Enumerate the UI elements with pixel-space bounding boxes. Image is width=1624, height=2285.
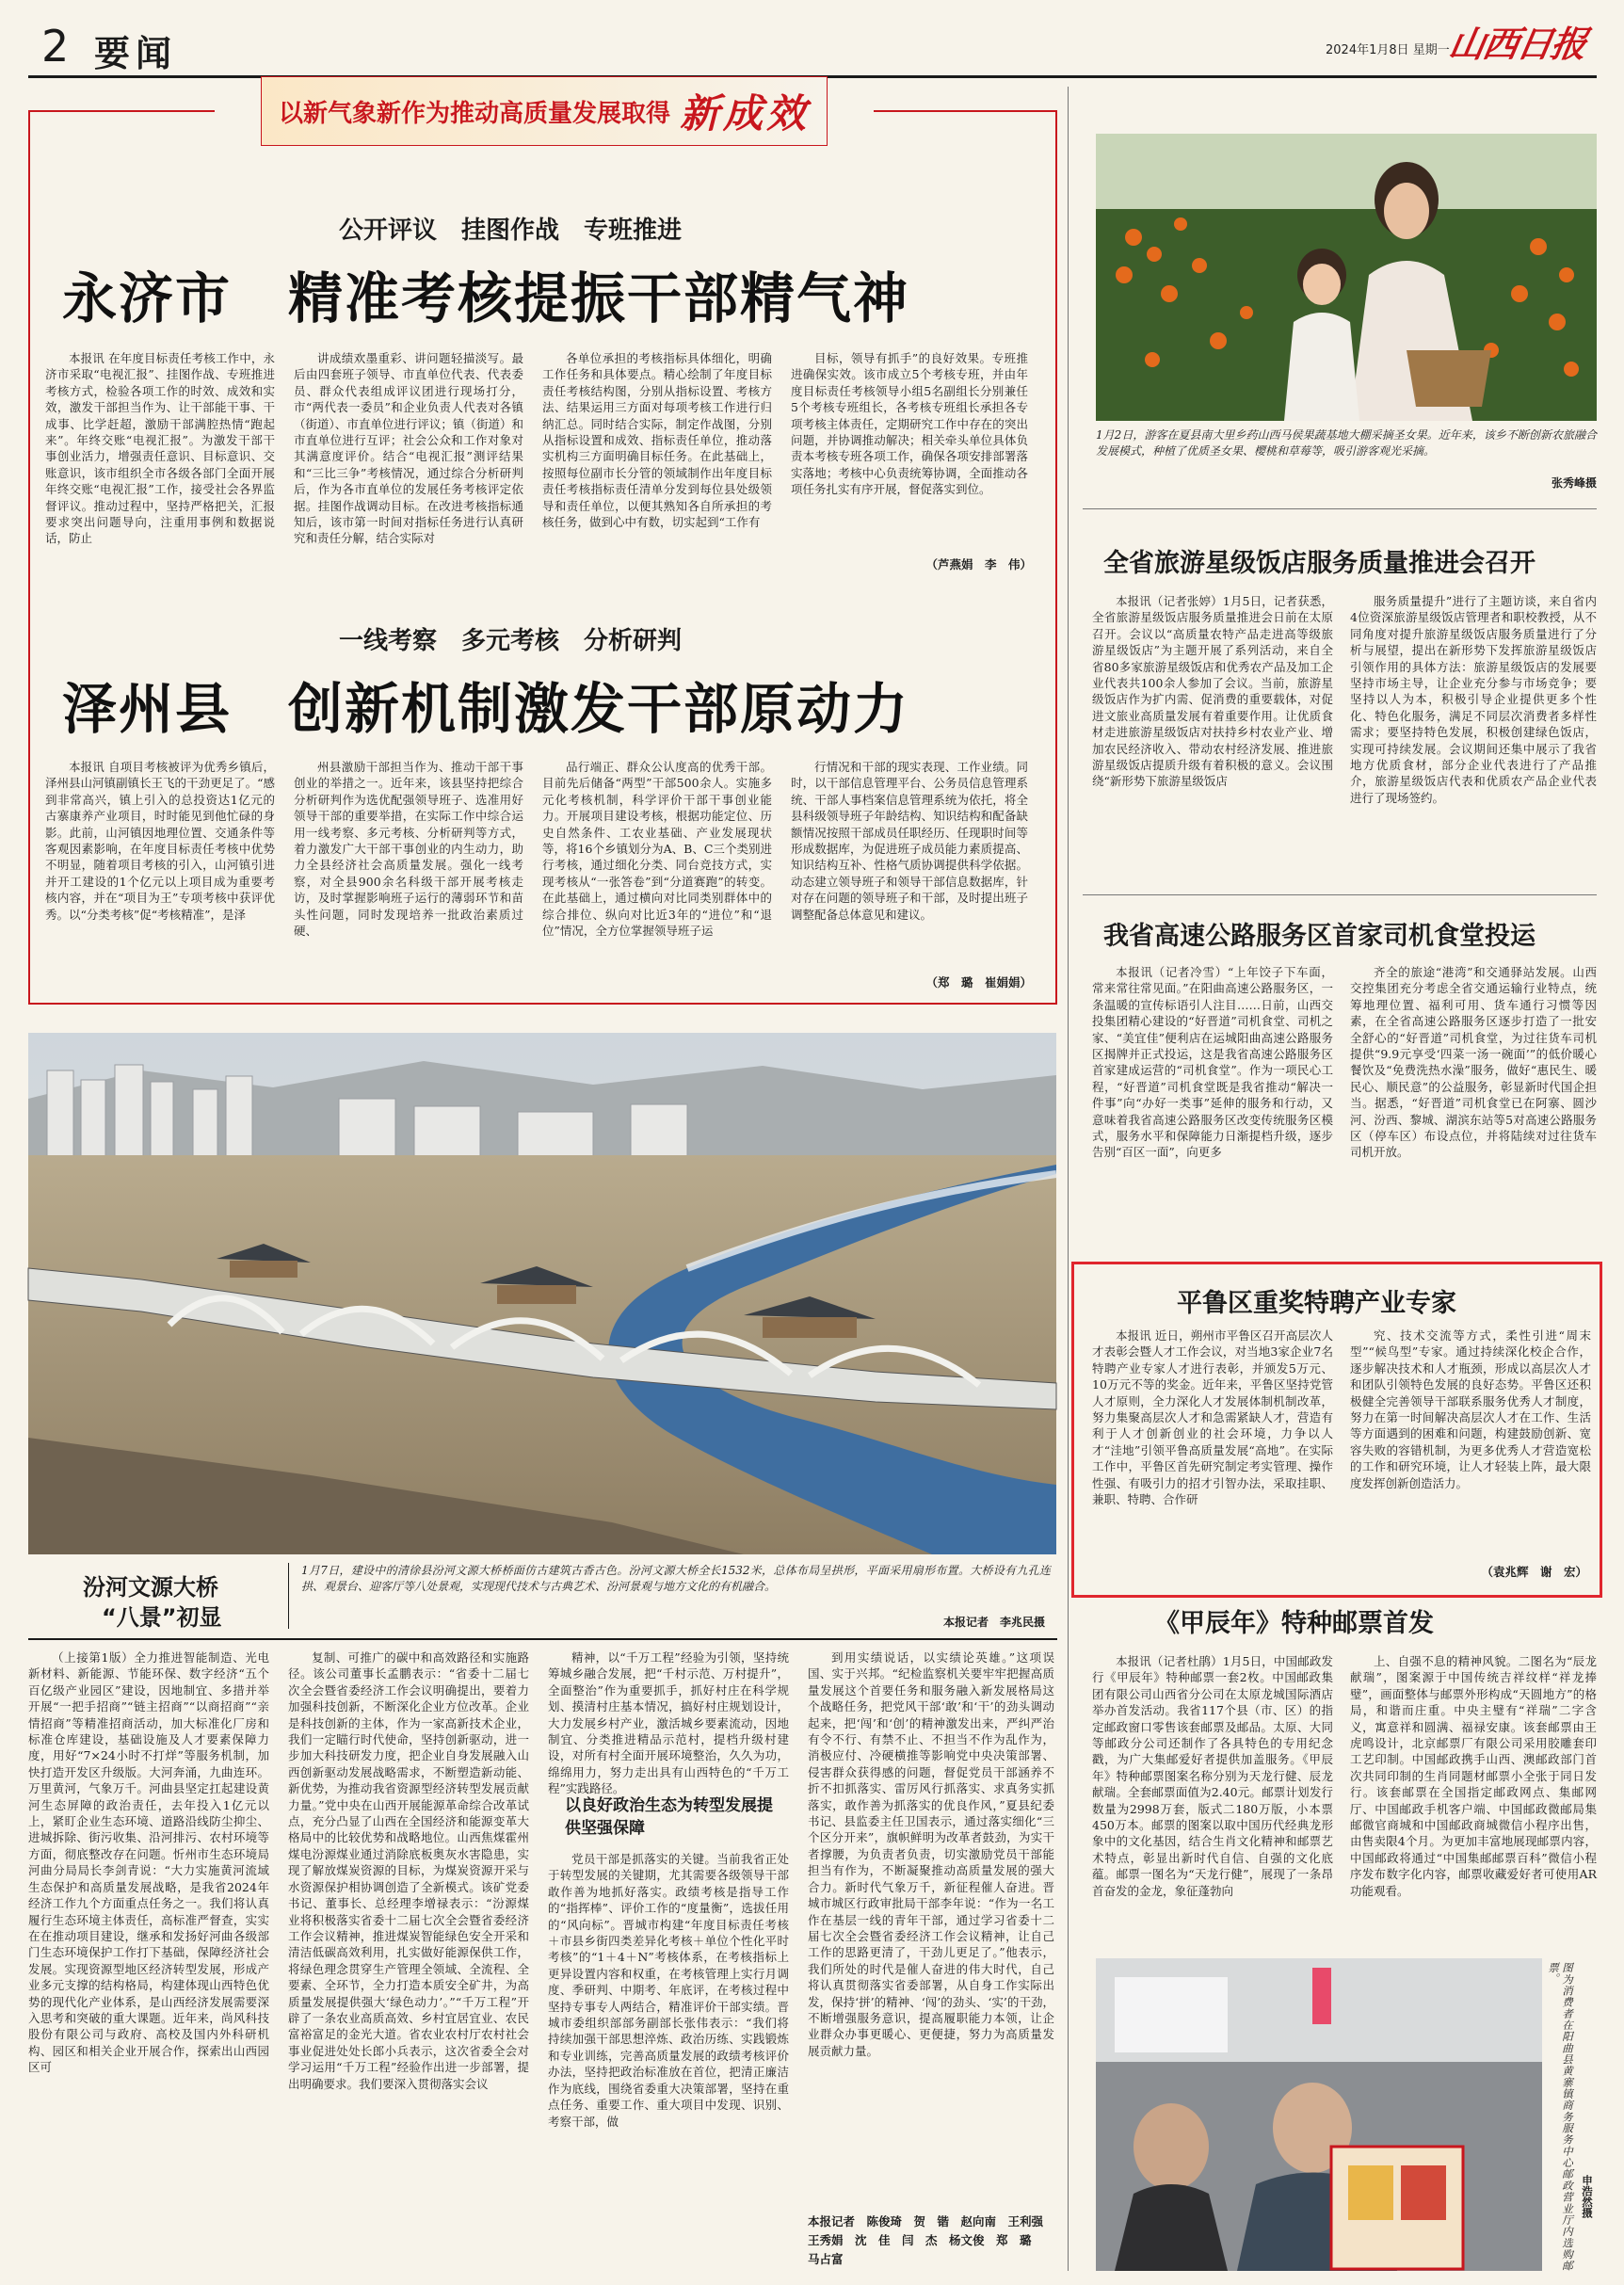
yongji-subtitle: 公开评议 挂图作战 专班推进 [339,217,683,245]
pinglu-col-2: 究、技术交流等方式，柔性引进“周末型”“候鸟型”专家。通过持续深化校企合作，逐步解决技术和人才瓶颈，形成以高层次人才和团队引领特色发展的良好态势。平鲁区还积极健全完善领导干部联系服务优秀人才制度，努力在第一时间解决高层次人才在工作、生活等方面遇到的困难和问题，构建鼓励创新、宽容失败的容错机制，为更多优秀人才营造宽松的工作和研究环境，让人才轻装上阵，最大限度发挥创新创造活力。 [1350,1328,1591,1490]
pinglu-byline: （袁兆辉 谢 宏） [1481,1565,1587,1579]
zezhou-col-1: 本报讯 自项目考核被评为优秀乡镇后，泽州县山河镇副镇长王飞的干劲更足了。“感到非常高兴，镇上引入的总投资达1亿元的古寨康养产业项目，时时能见到他忙碌的身影。此前，山河镇因地理位置、交通条件等客观因素影响，在年度目标责任考核中优势不明显，随着项目考核的引入，山河镇引进并开工建设的1个亿元以上项目成为重要考核内容，并在“项目为王”专项考核中获评优秀。以“分类考核”促“考核精准”，是泽 [45,760,275,922]
continued-reporters: 本报记者 陈俊琦 贺 锴 赵向南 王利强 王秀娟 沈 佳 闫 杰 杨文俊 郑 璐 马占富 [808,2214,1055,2266]
highway-col-2: 齐全的旅途“港湾”和交通驿站发展。山西交控集团充分考虑全省交通运输行业特点，统筹地理位置、福利可用、货车通行习惯等因素，在全省高速公路服务区逐步打造了一批安全舒心的“好晋道”司机食堂，为过往货车司机提供“9.9元享受‘四菜一汤一碗面’”的低价暖心餐饮及“免费洗热水澡”服务，做好“惠民生、暖民心、顺民意”的公益服务，彰显新时代国企担当。据悉，“好晋道”司机食堂已在阿寨、圆沙河、汾西、黎城、湖滨东站等5对高速公路服务区（停车区）布设点位，并将陆续对过往货车司机开放。 [1350,965,1597,1160]
stamp-col-1: 本报讯（记者杜鹃）1月5日，中国邮政发行《甲辰年》特种邮票一套2枚。中国邮政集团有限公司山西省分公司在太原龙城国际酒店举办首发活动。我省117个县（市、区）的指定邮政窗口零售该套邮票及邮品。太原、大同等邮政分公司还制作了各具特色的专用纪念戳，为广大集邮爱好者提供加盖服务。《甲辰年》特种邮票图案名称分别为天龙行健、辰龙献瑞。全套邮票面值为2.40元。邮票计划发行数量为2998万套，版式二180万版，小本票450万本。邮票的图案以取中国历代经典龙形象中的文化基因，结合生肖文化精神和邮票艺术特点，彰显出新时代自信、自强的文化底蕴。邮票一图名为“天龙行健”，展现了一条昂首奋发的金龙，象征蓬勃向 [1092,1654,1333,1898]
zezhou-subtitle: 一线考察 多元考核 分析研判 [339,627,683,655]
stamp-headline: 《甲辰年》特种邮票首发 [1154,1609,1434,1638]
right-rule-1 [1083,508,1597,509]
bridge-photo [28,1033,1056,1554]
zezhou-headline: 泽州县 创新机制激发干部原动力 [62,677,910,741]
stamp-photo-credit: 申浩然摄 [1581,2175,1594,2218]
right-column-divider [1068,87,1069,2271]
stamp-photo-image [1096,1958,1542,2271]
banner-highlight: 新成效 [680,90,811,137]
tourism-photo-caption: 1月2日，游客在夏县南大里乡药山西马侯果蔬基地大棚采摘圣女果。近年来，该乡不断创新农旅融合发展模式，种植了优质圣女果、樱桃和草莓等，吸引游客观光采摘。 [1096,428,1597,458]
stamp-photo-caption: 图为消费者在阳曲县黄寨镇商务服务中心邮政营业厅内选购邮票。 [1547,1962,1574,2271]
tourism-photo [1096,134,1597,421]
bridge-photo-title-1: 汾河文源大桥 [83,1574,218,1601]
continued-col-4: 到用实绩说话，以实绩论英雄。”这项误国、实于兴邦。“纪检监察机关要牢牢把握高质量发展这个首要任务和服务融入新发展格局这个战略任务，把党风干部‘敢’和‘干’的劲头调动起来，把‘闯’和‘创’的精神激发出来，严纠严治有令不行、有禁不止、不担当不作为乱作为，消极应付、冷硬横推等影响党中央决策部署、侵害群众获得感的问题，督促党员干部涵养不折不扣抓落实、雷厉风行抓落实、求真务实抓落实，敢作善为抓落实的优良作风，”夏县纪委书记、县监委主任卫国表示，通过落实细化“三个区分开来”，旗帜鲜明为改革者鼓劲，为实干者撑腰，为负责者负责，切实激励党员干部能担当有作为，不断凝聚推动高质量发展的强大合力。新时代气象万千，新征程催人奋进。晋城市城区行政审批局干部李年说：“作为一名工作在基层一线的青年干部，通过学习省委十二届七次全会暨省委经济工作会议精神，让自己工作的思路更清了，干劲儿更足了。”他表示，我们所处的时代是催人奋进的伟大时代，自己将认真贯彻落实省委部署，从自身工作实际出发，保持‘拼’的精神、‘闯’的劲头、‘实’的干劲，不断增强服务意识，提高履职能力本领，让企业群众办事更暖心、更便捷，努力为高质量发展贡献力量。 [808,1650,1054,2058]
page-number: 2 [41,21,70,72]
continued-col-1: （上接第1版）全力推进智能制造、光电新材料、新能源、节能环保、数字经济“五个百亿级产业园区”建设，因地制宜、多措并举开展“一把手招商”“链主招商”“以商招商”“亲情招商”等精准招商活动，加大标准化厂房和标准仓库建设，基础设施及人才要素保障力度，用好“7×24小时不打烊”等服务机制，加快打造开发区升级版。大河奔涌，九曲连环。万里黄河，气象万千。河曲县坚定扛起建设黄河生态屏障的政治责任，去年投入1亿元以上，紧盯企业生态环境、道路沿线防尘抑尘、进城拆除、街污收集、沿河排污、农村环境等方面，彻底整改存在问题。忻州市生态环境局河曲分局局长李剑青说：“大力实施黄河流域生态保护和高质量发展战略，是我省2024年经济工作九个方面重点任务之一。我们将认真履行生态环境主体责任，高标准严督查，实实在在推动项目建设，继承和发扬好河曲各级部门生态环境保护工作打下基础，保障经济社会发展。实现资源型地区经济转型发展，形成产业多元支撑的结构格局，构建体现山西特色优势的现代化产业体系，是山西经济发展需要深入思考和突破的重大课题。近年来，尚风科技股份有限公司与政府、高校及国内外科研机构、园区和相关企业开展合作，探索出山西园区可 [28,1650,269,2075]
bridge-photo-image [28,1033,1056,1554]
yongji-byline: （芦燕娟 李 伟） [925,557,1032,571]
yongji-headline: 永济市 精准考核提振干部精气神 [62,266,910,330]
section-title: 要闻 [94,32,178,74]
tourism-photo-credit: 张秀峰摄 [1551,476,1597,490]
zezhou-col-2: 州县激励干部担当作为、推动干部干事创业的举措之一。近年来，该县坚持把综合分析研判作为选优配强领导班子、选准用好领导干部的重要举措，在实际工作中综合运用一线考察、多元考核、分析研判等方式，着力激发广大干部干事创业的内生动力，助力全县经济社会高质量发展。强化一线考察，对全县900余名科级干部开展考核走访，及时掌握影响班子运行的薄弱环节和苗头性问题，同时发现培养一批政治素质过硬、 [294,760,523,939]
continued-subhead: 以良好政治生态为转型发展提供坚强保障 [565,1796,773,1838]
zezhou-col-4: 行情况和干部的现实表现、工作业绩。同时，以干部信息管理平台、公务员信息管理系统、干部人事档案信息管理系统为依托，将全县科级领导班子年龄结构、知识结构和配备缺额情况按照干部成员任职经历、任现职时间等形成数据库，为促进班子成员能力素质提高、知识结构互补、性格气质协调提供科学依据。动态建立领导班子和领导干部信息数据库，针对存在问题的领导班子和干部，及时提出班子调整配备总体意见和建议。 [791,760,1028,922]
banner [215,87,874,136]
pinglu-col-1: 本报讯 近日，朔州市平鲁区召开高层次人才表彰会暨人才工作会议，对当地3家企业7名特聘产业专家人才进行表彰，并颁发5万元、10万元不等的奖金。近年来，平鲁区坚持党管人才原则，全力深化人才发展体制机制改革，努力集聚高层次人才和急需紧缺人才，营造有利于人才创新创业的社会环境，力争以人才“洼地”引领平鲁高质量发展“高地”。在实际工作中，平鲁区首先研究制定考实管理、操作性强、有吸引力的招才引智办法，采取挂职、兼职、特聘、合作研 [1092,1328,1333,1507]
bridge-photo-caption: 1月7日，建设中的清徐县汾河文源大桥桥面仿古建筑古香古色。汾河文源大桥全长1532米，总体布局呈拱形，平面采用扇形布置。大桥设有九孔连拱、观景台、迎客厅等八处景观，实现现代技术与古典艺术、汾河景观与地方文化的有机融合。 [301,1564,1051,1593]
continued-col-3: 精神，以“千万工程”经验为引领，坚持统筹城乡融合发展，把“千村示范、万村提升”，全面整治”作为重要抓手，抓好村庄在科学规划、摸清村庄基本情况，搞好村庄规划设计，大力发展乡村产业，激活城乡要素流动，因地制宜、分类推进精品示范村，提档升级村建设，对所有村全面开展环境整治，久久为功，绵绵用力，努力走出具有山西特色的“千万工程”实践路径。 [548,1650,789,1796]
pinglu-headline: 平鲁区重奖特聘产业专家 [1177,1289,1456,1318]
zezhou-byline: （郑 璐 崔娟娟） [925,975,1032,990]
hotel-col-1: 本报讯（记者张婷）1月5日，记者获悉，全省旅游星级饭店服务质量推进会日前在太原召开。会议以“高质量农特产品走进高等级旅游星级饭店”为主题开展了系列活动，来自全省80多家旅游星级饭店和优秀农产品及加工企业代表共100余人参加了会议。当前，旅游星级饭店作为扩内需、促消费的重要载体，对促进文旅业高质量发展有着重要作用。让优质食材走进旅游星级饭店对扶持乡村农业产业、增加农民经济收入、带动农村经济发展、推进旅游星级饭店提质升级有着积极的意义。会议围绕“新形势下旅游星级饭店 [1092,594,1333,789]
yongji-col-3: 各单位承担的考核指标具体细化，明确工作任务和具体要点。精心绘制了年度目标责任考核结构图，分别从指标设置、考核方法、结果运用三方面对每项考核工作进行归纳汇总。同时结合实际，制定作战图，分别从指标设置和成效、指标责任单位，推动落实机构三方面明确目标任务。在此基础上，按照每位副市长分管的领域制作出年度目标责任考核指标责任清单分发到每位县处级领导和责任单位，以便其熟知各自所承担的考核任务，做到心中有数，切实起到“工作有 [542,351,772,530]
issue-date: 2024年1月8日 星期一 [1326,43,1450,57]
yongji-col-1: 本报讯 在年度目标责任考核工作中，永济市采取“电视汇报”、挂图作战、专班推进考核方式，检验各项工作的时效、成效和实效，激发干部担当作为、让干部能干事、干成事、比学赶超，激励干部满腔热情“跑起来”。年终交账“电视汇报”。为激发干部干事创业活力，增强责任意识、目标意识、交账意识，该市组织全市各级各部门全面开展年终交账“电视汇报”工作，接受社会各界监督评议。推动过程中，坚持严格把关，汇报要求突出问题导向，注重用事例和数据说话，防止 [45,351,275,546]
bridge-caption-divider [288,1563,289,1629]
lower-left-rule [28,1638,1057,1640]
tourism-photo-image [1096,134,1597,421]
hotel-col-2: 服务质量提升”进行了主题访谈，来自省内4位资深旅游星级饭店管理者和职校教授，从不同角度对提升旅游星级饭店服务质量进行了分析与展望，提出在新形势下发挥旅游星级饭店引领作用的具体方法：旅游星级饭店的发展要坚持市场主导，让企业充分参与市场竞争；要坚持以人为本，积极引导企业提供更多个性化、特色化服务，满足不同层次消费者多样性需求；要坚持特色发展，积极创建绿色饭店，实现可持续发展。会议期间还集中展示了我省地方优质食材，部分企业代表进行了产品推介，旅游星级饭店代表和优质农产品企业代表进行了现场签约。 [1350,594,1597,805]
bridge-photo-credit: 本报记者 李兆民摄 [942,1616,1045,1629]
continued-col-2: 复制、可推广的碳中和高效路径和实施路径。该公司董事长孟鹏表示：“省委十二届七次全会暨省委经济工作会议明确提出，要着力加强科技创新，不断深化企业方位改革。企业是科技创新的主体，作为一家高新技术企业，我们一定瞄行时代使命，坚持创新驱动，进一步加大科技研发力度，把企业自身发展融入山西创新驱动发展战略需求，不断塑造新动能、新优势，为推动我省资源型经济转型发展贡献力量。”党中央在山西开展能源革命综合改革试点，充分凸显了山西在全国经济和能源变革大格局中的比较优势和战略地位。山西焦煤霍州煤电汾源煤业通过消除底板奥灰水害隐患，实现了解放煤炭资源的目标，为煤炭资源开采与水资源保护相协调创造了全新模式。该矿党委书记、董事长、总经理李增禄表示：“汾源煤业将积极落实省委十二届七次全会暨省委经济工作会议精神，推进煤炭智能绿色安全开采和清洁低碳高效利用，扎实做好能源保供工作，将绿色理念贯穿生产管理全领域、全流程、全要素、全环节，全力打造本质安全矿井，为高质量发展提供强大‘绿色动力’。”“千万工程”开辟了一条农业高质高效、乡村宜居宜业、农民富裕富足的金光大道。省农业农村厅农村社会事业促进处处长郎小兵表示，这次省委全会对学习运用“千万工程”经验作出进一步部署，提出明确要求。我们要深入贯彻落实会议 [288,1650,529,2091]
highway-col-1: 本报讯（记者冷雪）“上年饺子下车面，常来常往常见面。”在阳曲高速公路服务区，一条温暖的宣传标语引人注目……日前，山西交投集团精心建设的“好晋道”司机食堂、司机之家、“美宜佳”便利店在运城阳曲高速公路服务区揭牌并正式投运，这是我省高速公路服务区首家建成运营的“司机食堂”。作为一项民心工程，“好晋道”司机食堂既是我省推动“解决一件事”向“办好一类事”延伸的服务和行动，又意味着我省高速公路服务区改变传统服务区模式，服务水平和保障能力日渐提档升级，逐步告别“百区一面”，向更多 [1092,965,1333,1160]
yongji-col-4: 目标，领导有抓手”的良好效果。专班推进确保实效。该市成立5个考核专班，并由年度目标责任考核领导小组5名副组长分别兼任5个考核专班组长，各考核专班组长承担各专项考核主体责任，定期研究工作中存在的突出问题，并协调推动解决；相关牵头单位具体负责本考核专班各项工作，确保各项安排部署落实落地；考核中心负责统筹协调，全面推动各项任务扎实有序开展，督促落实到位。 [791,351,1028,497]
yongji-col-2: 讲成绩欢墨重彩、讲问题轻描淡写。最后由四套班子领导、市直单位代表、代表委员、群众代表组成评议团进行现场打分，市“两代表一委员”和企业负责人代表对各镇（街道）、市直单位进行评议；镇（街道）和市直单位进行互评；社会公众和工作对象对其满意度评价。结合“电视汇报”测评结果和“三比三争”考核情况，通过综合分析研判后，作为各市直单位的发展任务考核评定依据。挂图作战调动目标。在改进考核指标通知后，该市第一时间对指标任务进行认真研究和责任分解，结合实际对 [294,351,523,546]
right-rule-2 [1083,894,1597,895]
banner-text: 以新气象新作为推动高质量发展取得 [278,99,670,128]
masthead-logo: 山西日报 [1445,23,1589,65]
stamp-photo [1096,1958,1542,2271]
highway-headline: 我省高速公路服务区首家司机食堂投运 [1103,922,1536,951]
bridge-photo-title-2: “八景”初显 [102,1604,222,1631]
hotel-headline: 全省旅游星级饭店服务质量推进会召开 [1103,549,1536,578]
zezhou-col-3: 品行端正、群众公认度高的优秀干部。目前先后储备“两型”干部500余人。实施多元化考核机制，科学评价干部干事创业能力。开展项目建设考核，根据功能定位、历史自然条件、工农业基础、产业发展现状等，将16个乡镇划分为A、B、C三个类别进行考核，通过细化分类、同台竞技方式，实现考核从“一张答卷”到“分道赛跑”的转变。在此基础上，通过横向对比同类别群体中的综合排位、纵向对比近3年的“进位”和“退位”情况，全方位掌握领导班子运 [542,760,772,939]
continued-subhead-text: 党员干部是抓落实的关键。当前我省正处于转型发展的关键期，尤其需要各级领导干部敢作善为地抓好落实。政绩考核是指导工作的“指挥棒”、评价工作的“度量衡”，选拔任用的“风向标”。晋城市构建“年度目标责任考核＋市县乡街四类差异化考核＋单位个性化平时考核”的“1＋4＋N”考核体系，在考核指标上更异设置内容和权重，在考核管理上实行月调度、季研判、中期考、年底评，在考核过程中坚持专事专人两结合，精准评价干部实绩。晋城市委组织部部务副部长张伟表示：“我们将持续加强干部思想淬炼、政治历练、实践锻炼和专业训练，完善高质量发展的政绩考核评价办法，坚持把政治标准放在首位，把清正廉洁作为底线，围绕省委重大决策部署，坚持在重点任务、重要工作、重大项目中发现、识别、考察干部，做 [548,1852,789,2129]
stamp-col-2: 上、自强不息的精神风貌。二图名为“辰龙献瑞”，图案源于中国传统吉祥纹样“祥龙捧璧”，画面整体与邮票外形构成“天圆地方”的格局，和谐而庄重。中央主璧有“祥瑞”二字含义，寓意祥和圆满、福禄安康。该套邮票由王虎鸣设计，北京邮票厂有限公司采用胶雕套印工艺印制。中国邮政携手山西、澳邮政部门首次共同印制的生肖同题材邮票小全张于同日发行。该套邮票在全国指定邮政网点、集邮网厅、中国邮政手机客户端、中国邮政微邮局集邮微官商城和中国邮政商城微信小程序出售，由售卖限4个月。为更加丰富地展现邮票内容，中国邮政将通过“中国集邮邮票百科”微信小程序发布数字化内容，邮票收藏爱好者可使用AR功能观看。 [1350,1654,1597,1898]
